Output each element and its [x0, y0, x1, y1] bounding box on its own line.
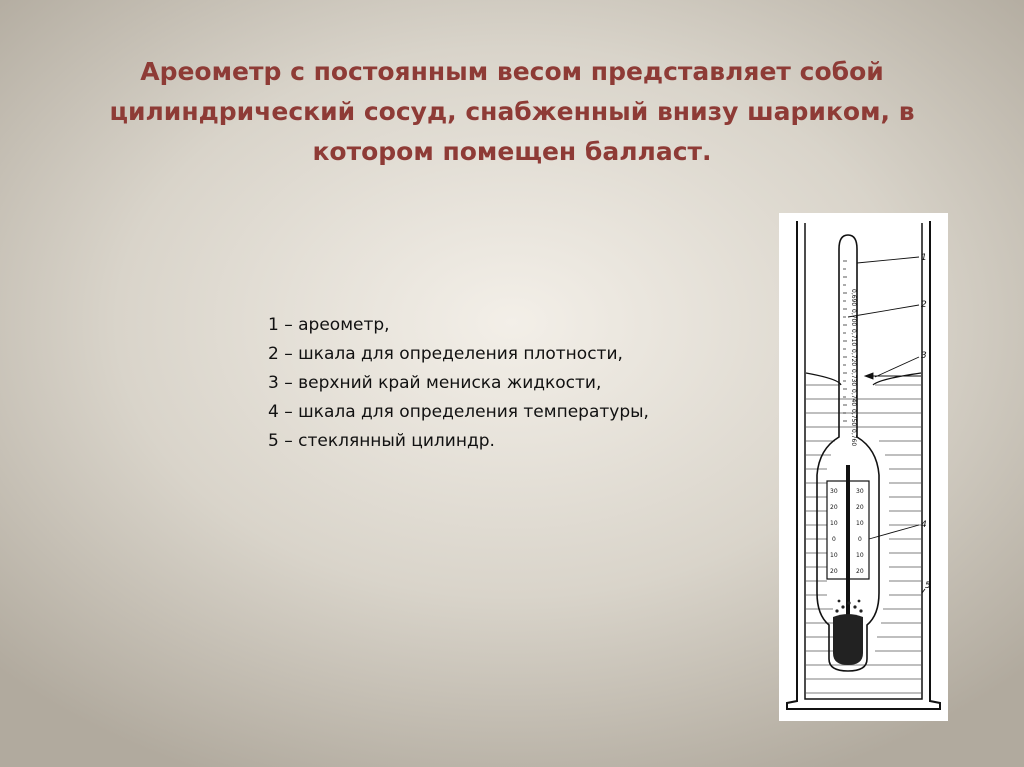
density-tick-label: 0,720 [850, 349, 857, 367]
density-tick-label: 0,760 [850, 429, 857, 447]
legend-item-2: 2 – шкала для определения плотности, [268, 344, 623, 364]
legend-list [268, 311, 649, 456]
hydrometer [817, 235, 879, 671]
callout-5: 5 [925, 581, 931, 591]
temp-tick-label-left: 10 [830, 552, 838, 559]
callout-3: 3 [921, 351, 927, 361]
legend-item-1: 1 – ареометр, [268, 315, 390, 335]
hydrometer-diagram [779, 213, 948, 721]
hydrometer-svg [779, 213, 948, 721]
meniscus [806, 373, 921, 385]
temp-tick-label-left: 30 [830, 488, 838, 495]
legend-item-5: 5 – стеклянный цилиндр. [268, 431, 495, 451]
slide-title: Ареометр с постоянным весом представляет собой цилиндрический сосуд, снабженный внизу шариком, в котором помещен балласт. [109, 57, 915, 166]
temp-tick-label-left: 20 [830, 504, 838, 511]
temp-tick-label-left: 10 [830, 520, 838, 527]
density-tick-label: 0,710 [850, 329, 857, 347]
callout-2: 2 [921, 300, 927, 310]
density-tick-label: 0,750 [850, 409, 857, 427]
density-scale [843, 261, 847, 421]
temp-tick-label-right: 10 [856, 520, 864, 527]
density-tick-label: 0,690 [850, 289, 857, 307]
callout-1: 1 [921, 253, 927, 263]
density-tick-label: 0,740 [850, 389, 857, 407]
temp-tick-label-right: 0 [858, 536, 862, 543]
legend-item-3: 3 – верхний край мениска жидкости, [268, 373, 602, 393]
temp-tick-label-right: 30 [856, 488, 864, 495]
temp-tick-label-left: 20 [830, 568, 838, 575]
callout-4: 4 [921, 520, 927, 530]
legend-item-4: 4 – шкала для определения температуры, [268, 402, 649, 422]
temp-tick-label-right: 20 [856, 568, 864, 575]
temp-tick-label-right: 20 [856, 504, 864, 511]
density-tick-label: 0,700 [850, 309, 857, 327]
glass-cylinder [787, 221, 940, 709]
density-tick-label: 0,730 [850, 369, 857, 387]
temp-tick-label-right: 10 [856, 552, 864, 559]
temp-tick-label-left: 0 [832, 536, 836, 543]
density-scale-labels [850, 289, 857, 446]
